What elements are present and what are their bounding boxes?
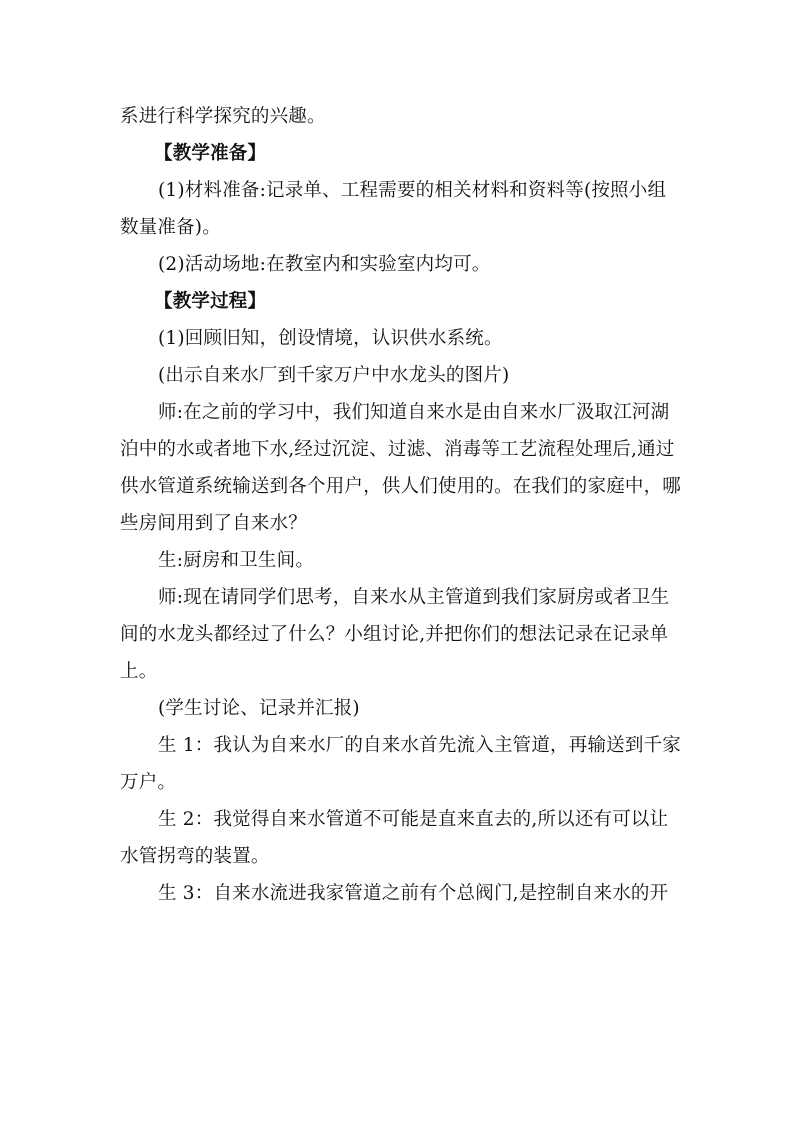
paragraph-line-student-1-cont: 万户。 bbox=[120, 772, 177, 793]
paragraph-line-teacher-1: 师:在之前的学习中，我们知道自来水是由自来水厂汲取江河湖 bbox=[158, 402, 670, 423]
section-heading-teaching-preparation: 【教学准备】 bbox=[154, 143, 267, 164]
section-heading-teaching-process: 【教学过程】 bbox=[154, 291, 267, 312]
paragraph-line-student-answer: 生:厨房和卫生间。 bbox=[158, 550, 315, 571]
paragraph-line-student-3: 生 3：自来水流进我家管道之前有个总阀门,是控制自来水的开 bbox=[158, 883, 669, 904]
paragraph-line-materials: (1)材料准备:记录单、工程需要的相关材料和资料等(按照小组 bbox=[158, 180, 667, 201]
paragraph-line-intro-continuation: 系进行科学探究的兴趣。 bbox=[120, 106, 326, 127]
paragraph-line-materials-cont: 数量准备)。 bbox=[120, 217, 221, 238]
paragraph-line-venue: (2)活动场地:在教室内和实验室内均可。 bbox=[158, 254, 491, 275]
paragraph-line-student-1: 生 1：我认为自来水厂的自来水首先流入主管道，再输送到千家 bbox=[158, 735, 681, 756]
paragraph-line-teacher-2-cont-a: 间的水龙头都经过了什么？小组讨论,并把你们的想法记录在记录单 bbox=[120, 624, 669, 645]
paragraph-line-student-discussion: (学生讨论、记录并汇报) bbox=[158, 698, 360, 719]
paragraph-line-teacher-2: 师:现在请同学们思考，自来水从主管道到我们家厨房或者卫生 bbox=[158, 587, 670, 608]
paragraph-line-student-2: 生 2：我觉得自来水管道不可能是直来直去的,所以还有可以让 bbox=[158, 809, 669, 830]
paragraph-line-show-picture: (出示自来水厂到千家万户中水龙头的图片) bbox=[158, 365, 510, 386]
paragraph-line-teacher-1-cont-b: 供水管道系统输送到各个用户，供人们使用的。在我们的家庭中，哪 bbox=[120, 476, 682, 497]
paragraph-line-review: (1)回顾旧知，创设情境，认识供水系统。 bbox=[158, 328, 503, 349]
paragraph-line-student-2-cont: 水管拐弯的装置。 bbox=[120, 846, 270, 867]
paragraph-line-teacher-1-cont-a: 泊中的水或者地下水,经过沉淀、过滤、消毒等工艺流程处理后,通过 bbox=[120, 439, 675, 460]
paragraph-line-teacher-2-cont-b: 上。 bbox=[120, 661, 158, 682]
document-body bbox=[120, 98, 680, 912]
paragraph-line-teacher-1-cont-c: 些房间用到了自来水？ bbox=[120, 513, 308, 534]
